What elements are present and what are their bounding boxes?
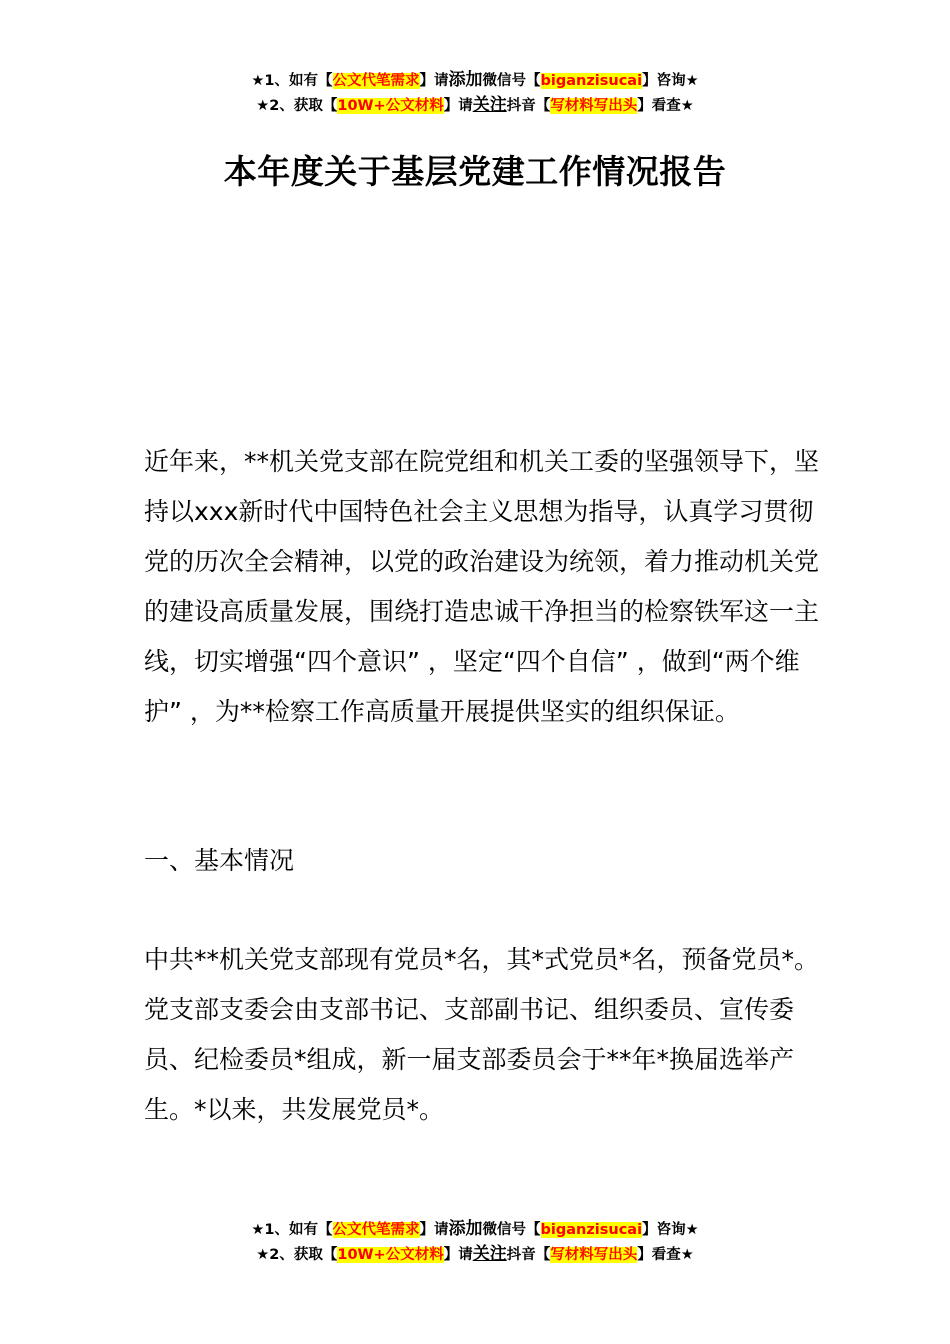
promo-highlight: 写材料写出头 — [550, 1247, 638, 1263]
promo-text: ★2、获取【 — [256, 98, 338, 114]
promo-text: 】咨询★ — [642, 73, 699, 89]
document-title: 本年度关于基层党建工作情况报告 — [223, 152, 727, 191]
promo-highlight: 公文代笔需求 — [332, 1222, 420, 1238]
promo-text: 】请 — [443, 1247, 473, 1263]
promo-emphasis: 添加 — [448, 1219, 483, 1239]
promo-text: ★2、获取【 — [256, 1247, 338, 1263]
promo-emphasis: 关注 — [472, 95, 507, 115]
promo-text: 微信号【 — [482, 73, 541, 89]
promo-text: 抖音【 — [506, 98, 551, 114]
promo-emphasis: 添加 — [448, 70, 483, 90]
promo-line-1 — [0, 1217, 950, 1242]
section-heading: 一、基本情况 — [144, 846, 295, 875]
promo-header — [0, 68, 950, 118]
promo-highlight: 写材料写出头 — [550, 98, 638, 114]
promo-line-2 — [0, 93, 950, 118]
promo-text: 】看查★ — [637, 1247, 694, 1263]
promo-highlight: biganzisucai — [540, 73, 643, 89]
promo-text: 】请 — [419, 73, 449, 89]
promo-highlight: 公文代笔需求 — [332, 73, 420, 89]
promo-text: ★1、如有【 — [251, 73, 333, 89]
promo-line-2 — [0, 1242, 950, 1267]
promo-text: 】看查★ — [637, 98, 694, 114]
promo-text: 微信号【 — [482, 1222, 541, 1238]
promo-text: 抖音【 — [506, 1247, 551, 1263]
paragraph-basic-info: 中共**机关党支部现有党员*名，其*式党员*名，预备党员*。党支部支委会由支部书记、支部副书记、组织委员、宣传委员、纪检委员*组成，新一届支部委员会于**年*换届选举产生。*以来，共发展党员*。 — [144, 945, 820, 1124]
promo-line-1 — [0, 68, 950, 93]
promo-highlight: biganzisucai — [540, 1222, 643, 1238]
promo-text: 】请 — [419, 1222, 449, 1238]
promo-highlight: 10W+公文材料 — [337, 98, 444, 114]
paragraph-intro: 近年来，**机关党支部在院党组和机关工委的坚强领导下，坚持以xxx新时代中国特色社会主义思想为指导，认真学习贯彻党的历次全会精神，以党的政治建设为统领，着力推动机关党的建设高质量发展，围绕打造忠诚干净担当的检察铁军这一主线，切实增强“四个意识” ，坚定“四个自信” ，做到“两个维护” ，为**检察工作高质量开展提供坚实的组织保证。 — [144, 447, 820, 726]
promo-footer — [0, 1217, 950, 1267]
promo-emphasis: 关注 — [472, 1244, 507, 1264]
promo-text: 】请 — [443, 98, 473, 114]
promo-highlight: 10W+公文材料 — [337, 1247, 444, 1263]
promo-text: ★1、如有【 — [251, 1222, 333, 1238]
promo-text: 】咨询★ — [642, 1222, 699, 1238]
